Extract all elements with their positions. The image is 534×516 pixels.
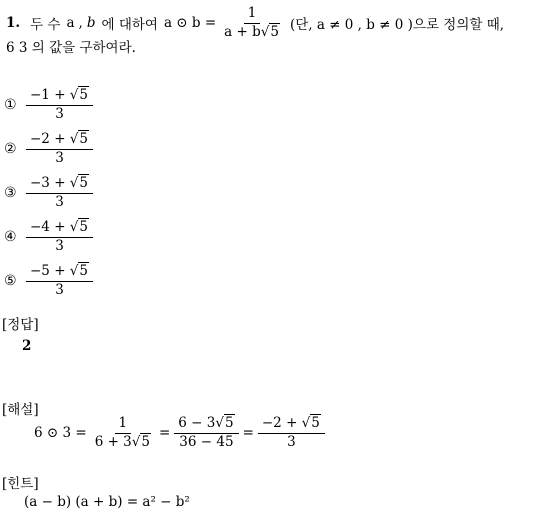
choice-radicand: 5	[79, 219, 88, 235]
choice-numerator	[26, 132, 93, 150]
answer-value: 2	[22, 338, 32, 354]
choice-denominator: 3	[55, 281, 64, 298]
fraction-numerator	[258, 416, 325, 434]
explanation-fraction-3	[258, 416, 325, 450]
fraction-denominator-text: 6 + 3	[94, 433, 132, 450]
choice-numerator-text: −2 +	[30, 131, 70, 147]
explanation-fraction-1	[91, 416, 155, 450]
choice-denominator: 3	[55, 193, 64, 210]
fraction-numerator-text: 6 − 3	[178, 415, 216, 431]
explanation-fraction-2	[174, 416, 238, 450]
choice-radicand: 5	[79, 263, 88, 279]
sqrt-symbol: √5	[69, 87, 88, 103]
fraction-denominator: 3	[287, 433, 296, 450]
choice-numerator	[26, 88, 93, 106]
hint-formula: (a − b) (a + b) = a² − b²	[24, 494, 190, 510]
radicand: 5	[141, 433, 150, 450]
hint-label: [힌트]	[2, 476, 39, 492]
choice-marker: ④	[4, 229, 17, 246]
explanation-label: [해설]	[2, 402, 39, 418]
choice-marker: ③	[4, 185, 17, 202]
sqrt-symbol: √5	[301, 415, 320, 431]
choice-fraction	[26, 176, 93, 210]
choice-numerator	[26, 220, 93, 238]
question-line-2: 6 3 의 값을 구하여라.	[6, 40, 136, 56]
sqrt-symbol: √5	[260, 23, 279, 40]
choice-numerator	[26, 176, 93, 194]
radicand: 5	[224, 415, 234, 431]
choice-numerator-text: −1 +	[30, 87, 70, 103]
definition-radicand: 5	[270, 23, 279, 40]
choice-marker: ①	[4, 97, 17, 114]
fraction-numerator-text: −2 +	[261, 415, 302, 431]
choice-fraction	[26, 264, 93, 298]
sqrt-symbol: √5	[215, 415, 234, 431]
choice-numerator-text: −5 +	[30, 263, 70, 279]
choice-numerator-text: −3 +	[30, 175, 70, 191]
choice-fraction	[26, 132, 93, 166]
question-number: 1.	[6, 15, 21, 31]
sqrt-symbol: √5	[69, 219, 88, 235]
explanation-equation	[34, 416, 325, 450]
fraction-numerator	[174, 416, 238, 434]
equals-sign: =	[158, 425, 171, 442]
definition-denominator-text: a + b	[224, 23, 261, 40]
definition-lhs: a ⊙ b =	[163, 15, 217, 31]
fraction-numerator: 1	[115, 416, 132, 434]
sqrt-symbol: √5	[69, 131, 88, 147]
choice-3[interactable]	[4, 176, 93, 210]
sqrt-symbol: √5	[131, 433, 150, 450]
sqrt-symbol: √5	[69, 263, 88, 279]
explanation-lhs: 6 ⊙ 3 =	[34, 425, 87, 442]
question-intro: 두 수	[30, 17, 61, 33]
choice-denominator: 3	[55, 149, 64, 166]
sqrt-symbol: √5	[69, 175, 88, 191]
fraction-denominator	[91, 434, 155, 451]
var-b: b	[86, 15, 96, 31]
fraction-denominator: 36 − 45	[179, 433, 234, 450]
choice-radicand: 5	[79, 131, 88, 147]
choice-denominator: 3	[55, 237, 64, 254]
var-a: a	[66, 15, 75, 31]
choice-1[interactable]	[4, 88, 93, 122]
choice-radicand: 5	[79, 175, 88, 191]
equals-sign: =	[242, 425, 254, 442]
answer-label: [정답]	[2, 317, 39, 333]
choice-4[interactable]	[4, 220, 93, 254]
choice-marker: ⑤	[4, 273, 17, 290]
choice-marker: ②	[4, 141, 17, 158]
definition-denominator	[220, 24, 284, 41]
choice-denominator: 3	[55, 105, 64, 122]
comma: ,	[78, 15, 83, 31]
radicand: 5	[311, 415, 320, 431]
choice-radicand: 5	[79, 87, 88, 103]
choice-5[interactable]	[4, 264, 93, 298]
choice-2[interactable]	[4, 132, 93, 166]
question-condition: (단, a ≠ 0 , b ≠ 0 )으로 정의할 때,	[289, 17, 505, 33]
definition-numerator: 1	[244, 6, 261, 24]
question-mid: 에 대하여	[101, 17, 158, 33]
question-line-1	[6, 6, 504, 40]
definition-fraction	[220, 6, 284, 40]
choice-numerator-text: −4 +	[30, 219, 70, 235]
choice-fraction	[26, 220, 93, 254]
choice-numerator	[26, 264, 93, 282]
choice-fraction	[26, 88, 93, 122]
